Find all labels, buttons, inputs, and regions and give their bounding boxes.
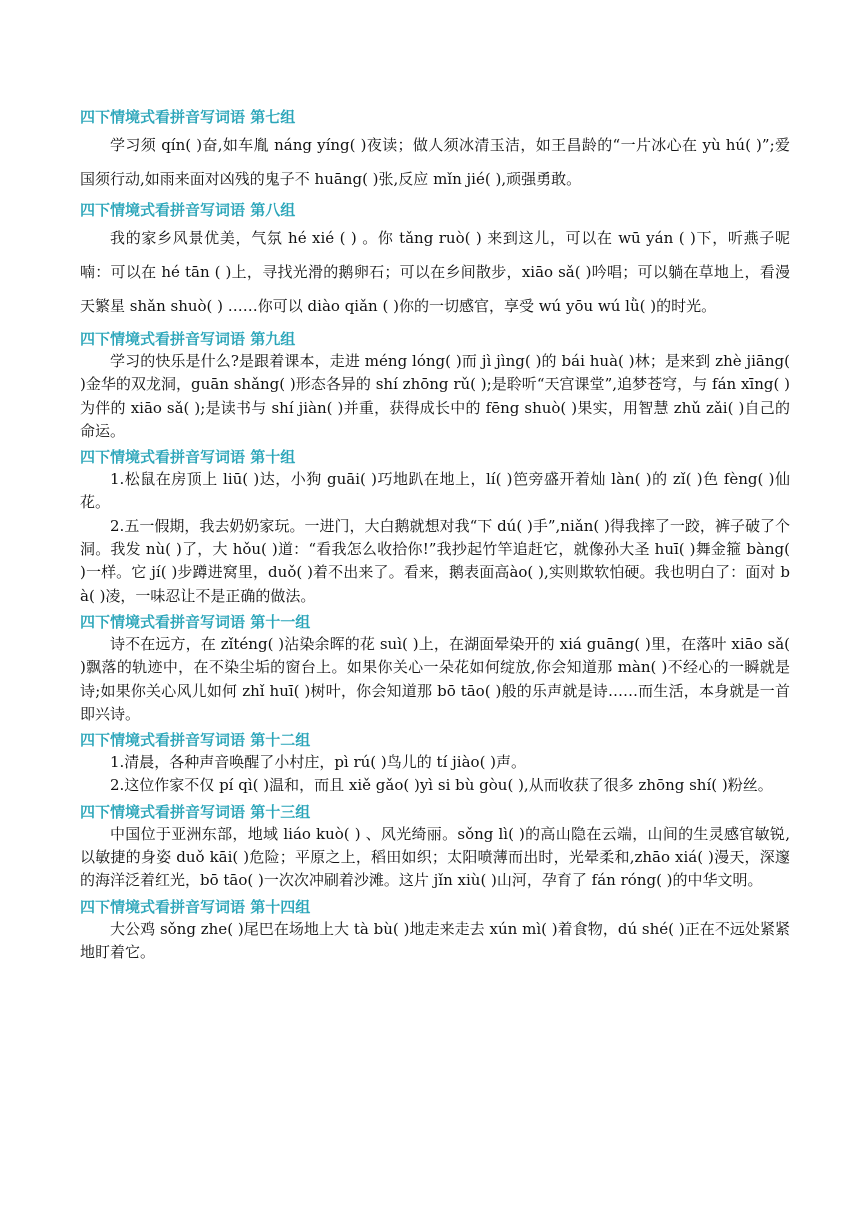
exercise-paragraph: 诗不在远方，在 zǐténg( )沾染余晖的花 suì( )上，在湖面晕染开的 xiá guāng( )里，在落叶 xiāo sǎ( )飘落的轨迹中，在不染尘垢的窗台上。如果你关心一朵花如何绽放,你会知道那 màn( )不经心的一瞬就是诗;如果你关心风儿如何 zhǐ huī( )树叶，你会知道那 bō tāo( )般的乐声就是诗……而生活，本身就是一首即兴诗。 bbox=[80, 634, 790, 723]
group-heading: 四下情境式看拼音写词语 第八组 bbox=[80, 201, 296, 219]
group-heading: 四下情境式看拼音写词语 第九组 bbox=[80, 330, 296, 348]
group-10 bbox=[80, 446, 790, 608]
group-7 bbox=[80, 106, 790, 196]
exercise-paragraph: 大公鸡 sǒng zhe( )尾巴在场地上大 tà bù( )地走来走去 xún mì( )着食物，dú shé( )正在不远处紧紧地盯着它。 bbox=[80, 919, 790, 961]
group-heading: 四下情境式看拼音写词语 第十四组 bbox=[80, 897, 311, 916]
exercise-paragraph: 1.松鼠在房顶上 liū( )达，小狗 guāi( )巧地趴在地上，lí( )笆旁盛开着灿 làn( )的 zǐ( )色 fèng( )仙花。 bbox=[80, 470, 790, 512]
group-13 bbox=[80, 801, 790, 893]
exercise-paragraph: 2.五一假期，我去奶奶家玩。一进门，大白鹅就想对我“下 dú( )手”,niǎn( )得我摔了一跤，裤子破了个洞。我发 nù( )了，大 hǒu( )道：“看我怎么收拾你!”我抄起竹竿追赶它，就像孙大圣 huī( )舞金箍 bàng( )一样。它 jí( )步蹲进窝里，duǒ( )着不出来了。看来，鹅表面高ào( ),实则欺软怕硬。我也明白了：面对 bà( )凌，一味忍让不是正确的做法。 bbox=[80, 516, 790, 605]
exercise-paragraph: 2.这位作家不仅 pí qì( )温和，而且 xiě gǎo( )yì si bù gòu( ),从而收获了很多 zhōng shí( )粉丝。 bbox=[110, 776, 773, 795]
group-11 bbox=[80, 611, 790, 726]
exercise-paragraph: 中国位于亚洲东部，地域 liáo kuò( ) 、风光绮丽。sǒng lì( )的高山隐在云端，山间的生灵感官敏锐,以敏捷的身姿 duǒ kāi( )危险；平原之上，稻田如织；太阳喷薄而出时，光晕柔和,zhāo xiá( )漫天，深邃的海洋泛着红光，bō tāo( )一次次冲刷着沙滩。这片 jǐn xiù( )山河，孕育了 fán róng( )的中华文明。 bbox=[80, 824, 790, 890]
exercise-paragraph: 我的家乡风景优美，气氛 hé xié ( ) 。你 tǎng ruò( ) 来到这儿，可以在 wū yán ( )下，听燕子呢喃：可以在 hé tān ( )上，寻找光滑的鹅卵石；可以在乡间散步，xiāo sǎ( )吟唱；可以躺在草地上，看漫天繁星 shǎn shuò( ) ……你可以 diào qiǎn ( )你的一切感官，享受 wú yōu wú lǜ( )的时光。 bbox=[80, 229, 790, 315]
group-heading: 四下情境式看拼音写词语 第十二组 bbox=[80, 731, 311, 750]
exercise-paragraph: 学习须 qín( )奋,如车胤 náng yíng( )夜读；做人须冰清玉洁，如王昌龄的“一片冰心在 yù hú( )”;爱国须行动,如雨来面对凶残的鬼子不 huāng( )张,反应 mǐn jié( ),顽强勇敢。 bbox=[80, 136, 790, 188]
document-page bbox=[80, 106, 790, 964]
group-heading: 四下情境式看拼音写词语 第十一组 bbox=[80, 612, 311, 631]
group-heading: 四下情境式看拼音写词语 第七组 bbox=[80, 108, 296, 126]
group-12 bbox=[80, 729, 790, 798]
group-14 bbox=[80, 896, 790, 965]
group-8 bbox=[80, 199, 790, 323]
exercise-paragraph: 1.清晨，各种声音唤醒了小村庄，pì rú( )鸟儿的 tí jiào( )声。 bbox=[110, 753, 527, 772]
group-heading: 四下情境式看拼音写词语 第十三组 bbox=[80, 802, 311, 821]
exercise-paragraph: 学习的快乐是什么?是跟着课本，走进 méng lóng( )而 jì jìng( )的 bái huà( )林；是来到 zhè jiāng( )金华的双龙洞，guān shǎng( )形态各异的 shí zhōng rǔ( );是聆听“天宫课堂”,追梦苍穹，与 fán xīng( )为伴的 xiāo sǎ( );是读书与 shí jiàn( )并重，获得成长中的 fēng shuò( )果实，用智慧 zhǔ zǎi( )自己的命运。 bbox=[80, 352, 790, 440]
group-9 bbox=[80, 328, 790, 443]
group-heading: 四下情境式看拼音写词语 第十组 bbox=[80, 448, 296, 467]
